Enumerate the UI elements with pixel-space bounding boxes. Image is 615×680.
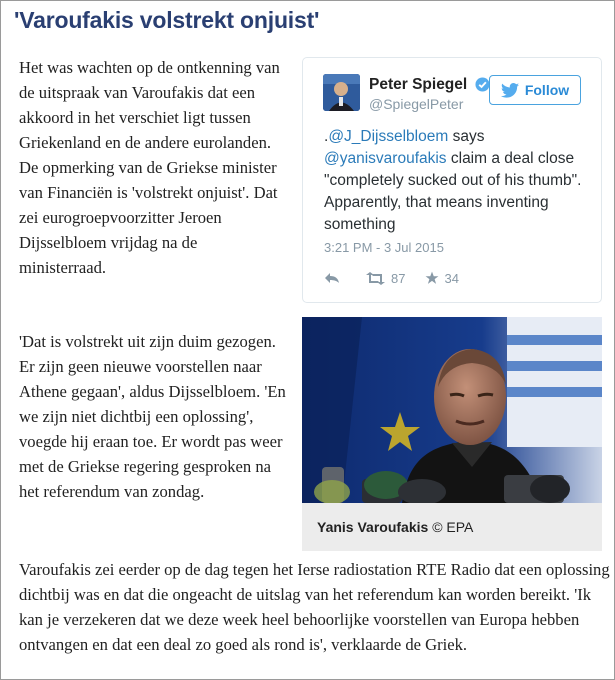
retweet-icon xyxy=(365,272,386,285)
reply-button[interactable] xyxy=(324,272,340,284)
tweet-timestamp[interactable]: 3:21 PM - 3 Jul 2015 xyxy=(324,240,444,255)
caption-name: Yanis Varoufakis xyxy=(317,519,429,535)
tweet-author-handle[interactable]: @SpiegelPeter xyxy=(369,96,464,112)
twitter-bird-icon xyxy=(501,83,519,98)
tweet-actions xyxy=(324,268,459,288)
tweet-text-prefix: . xyxy=(324,128,329,145)
mention-link[interactable]: @J_Dijsselbloem xyxy=(328,128,449,145)
follow-button-label: Follow xyxy=(524,82,570,98)
star-icon xyxy=(425,271,439,285)
mention-link[interactable]: @yanisvaroufakis xyxy=(324,150,447,167)
favorite-count: 34 xyxy=(444,270,459,286)
tweet-text-mid: says xyxy=(448,128,485,145)
favorite-button[interactable] xyxy=(425,271,458,286)
follow-button[interactable] xyxy=(489,75,581,105)
reply-icon xyxy=(324,272,340,284)
article-paragraph-2: 'Dat is volstrekt uit zijn duim gezogen. Er zijn geen nieuwe voorstellen naar Athene gegaan', aldus Dijsselbloem. 'En we zijn niet dichtbij een oplossing', voegde hij eraan toe. Er wordt pas weer met de Griekse regering gesproken na het referendum van zondag. xyxy=(19,332,286,501)
tweet-text xyxy=(324,126,586,236)
author-avatar[interactable] xyxy=(323,74,360,111)
tweet-text-body: claim a deal close "completely sucked out of his thumb". Apparently, that means inventing something xyxy=(324,150,582,233)
tweet-author-name[interactable]: Peter Spiegel xyxy=(369,76,468,93)
article-headline: 'Varoufakis volstrekt onjuist' xyxy=(14,7,320,33)
embedded-tweet xyxy=(302,57,602,303)
caption-credit: © EPA xyxy=(432,519,474,535)
article-paragraph-3: Varoufakis zei eerder op de dag tegen het Ierse radiostation RTE Radio dat een oplossing dichtbij was en dat die ongeacht de uitslag van het referendum kan worden bereikt. 'Ik kan je verzekeren dat we deze week heel behoorlijke voorstellen van Europa hebben ontvangen en dat een deal zo goed als rond is', verklaarde de Griek. xyxy=(19,560,610,654)
photo-caption xyxy=(302,503,602,551)
article-paragraph-1: Het was wachten op de ontkenning van de uitspraak van Varoufakis dat een akkoord in het verschiet ligt tussen Griekenland en de andere eurolanden. De opmerking van de Griekse minister van Financiën is 'volstrekt onjuist'. Dat zei eurogroepvoorzitter Jeroen Dijsselbloem vrijdag na de ministerraad. xyxy=(19,58,280,277)
verified-icon xyxy=(475,77,490,92)
retweet-button[interactable] xyxy=(365,271,405,286)
retweet-count: 87 xyxy=(391,270,406,286)
article-photo xyxy=(302,317,602,503)
